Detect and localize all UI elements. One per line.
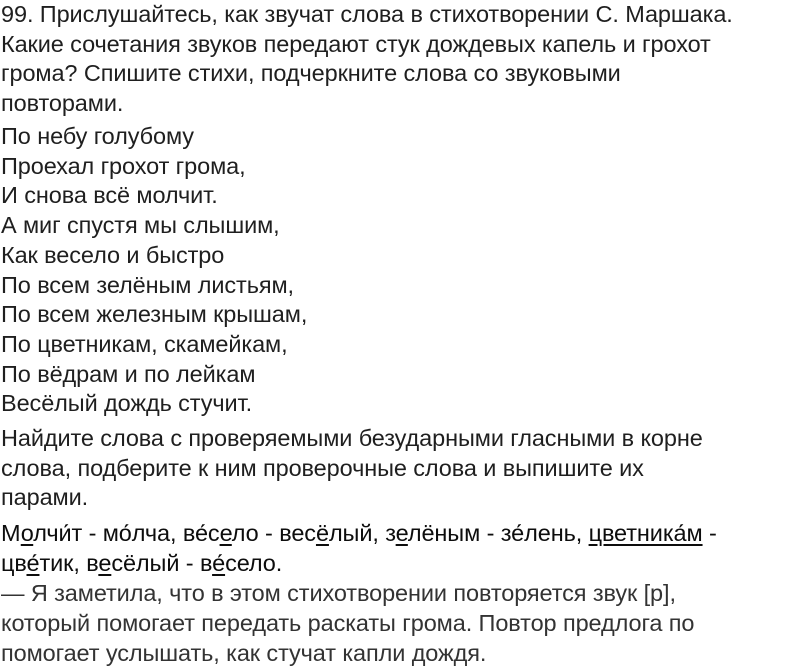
underlined-vowel: е <box>219 520 232 546</box>
second-task <box>1 424 703 513</box>
poem-line: По всем железным крышам, <box>1 301 308 328</box>
poem-line: По цветникам, скамейкам, <box>1 330 288 357</box>
task2-line: слова, подберите к ним проверочные слова и выпишите их <box>1 454 644 481</box>
underlined-vowel: о <box>20 520 34 546</box>
poem-line: И снова всё молчит. <box>1 182 218 209</box>
task2-line: парами. <box>1 484 89 510</box>
underlined-vowel: е́ <box>212 550 226 576</box>
task-line: повторами. <box>1 89 124 116</box>
answer-segment: тик, в <box>39 550 99 576</box>
poem <box>1 122 307 419</box>
task-line: Какие сочетания звуков передают стук дождевых капель и грохот <box>1 30 711 57</box>
task-line: 99. Прислушайтесь, как звучат слова в стихотворении С. Маршака. <box>1 1 733 27</box>
answer-segment: цв <box>1 550 27 576</box>
underlined-vowel: е <box>395 520 408 546</box>
answer-segment: - <box>702 520 717 546</box>
answer-segment: лчи́т - мо́лча, ве́с <box>33 520 220 546</box>
answer-segment: М <box>1 520 21 546</box>
answer-segment: лый, з <box>328 520 396 546</box>
poem-line: Проехал грохот грома, <box>1 152 246 179</box>
answer-block <box>1 518 717 668</box>
poem-line: А миг спустя мы слышим, <box>1 212 280 239</box>
underlined-vowel: е́ <box>26 550 40 576</box>
exercise-task <box>1 0 733 118</box>
answer-pairs-line-1 <box>1 518 717 548</box>
task-line: грома? Спишите стихи, подчеркните слова со звуковыми <box>1 60 621 86</box>
answer-comment-line: который помогает передать раскаты грома. Повтор предлога по <box>1 610 695 636</box>
answer-comment-line: — Я заметила, что в этом стихотворении повторяется звук [р], <box>1 580 676 606</box>
answer-segment: село. <box>225 550 283 576</box>
underlined-word: цветника́м <box>588 520 703 546</box>
answer-pairs-line-2 <box>1 548 717 578</box>
poem-line: Как весело и быстро <box>1 241 225 268</box>
poem-line: По всем зелёным листьям, <box>1 271 294 298</box>
poem-line: По небу голубому <box>1 123 194 149</box>
task2-line: Найдите слова с проверяемыми безударными гласными в корне <box>1 425 703 451</box>
underlined-vowel: ё <box>315 520 329 546</box>
answer-segment: лёным - зе́лень, <box>407 520 589 546</box>
answer-segment: сёлый - в <box>111 550 213 576</box>
poem-line: Весёлый дождь стучит. <box>1 390 253 417</box>
answer-segment: ло - вес <box>231 520 316 546</box>
answer-comment-line: помогает услышать, как стучат капли дождя. <box>1 640 487 666</box>
poem-line: По вёдрам и по лейкам <box>1 360 256 387</box>
underlined-vowel: е <box>98 550 112 576</box>
